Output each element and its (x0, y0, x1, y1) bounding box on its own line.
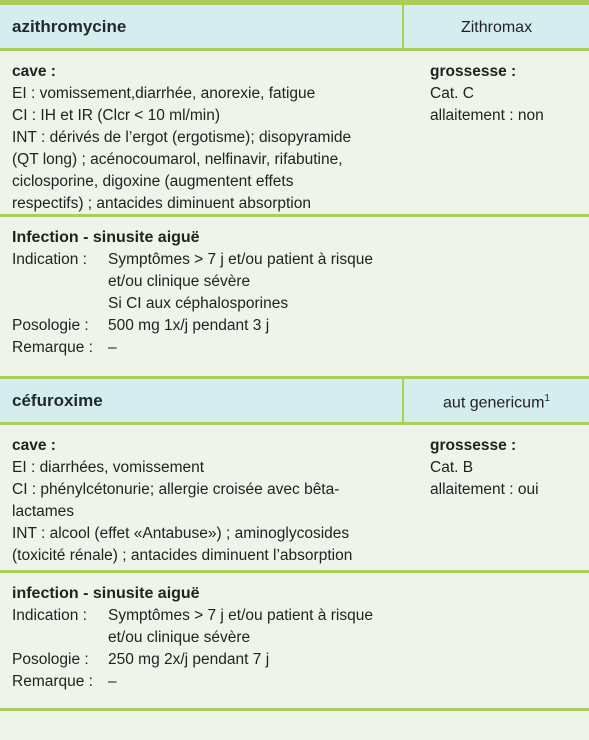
drug2-indication (12, 605, 577, 627)
posology-value: 500 mg 1x/j pendant 3 j (108, 317, 270, 334)
drug1-header (0, 5, 589, 51)
drug2-brand (404, 379, 589, 422)
drug1-cave-line: CI : IH et IR (Clcr < 10 ml/min) (12, 107, 220, 124)
drug1-cave-line: (QT long) ; acénocoumarol, nelfinavir, rifabutine, (12, 151, 343, 168)
drug2-cave-line: CI : phénylcétonurie; allergie croisée avec bêta- (12, 481, 340, 498)
drug2-name: céfuroxime (0, 379, 404, 422)
remark-value: – (108, 673, 117, 690)
drug2-pregnancy-title: grossesse : (430, 437, 517, 454)
drug1-cave-line: EI : vomissement,diarrhée, anorexie, fatigue (12, 85, 316, 102)
drug1-infection (0, 217, 589, 379)
drug1-infection-title: Infection - sinusite aiguë (12, 229, 200, 246)
drug1-cave-line: INT : dérivés de l’ergot (ergotisme); disopyramide (12, 129, 352, 146)
indication-value: Symptômes > 7 j et/ou patient à risque (108, 251, 373, 268)
drug2-cave (12, 435, 420, 562)
drug2-lactation: allaitement : oui (430, 481, 539, 498)
drug1-pregnancy-cat: Cat. C (430, 85, 474, 102)
drug2-cave-line: EI : diarrhées, vomissement (12, 459, 205, 476)
drug1-pregnancy (420, 61, 577, 206)
drug1-name: azithromycine (0, 5, 404, 48)
drug2-cave-title: cave : (12, 437, 56, 454)
drug1-info (0, 51, 589, 217)
drug1-posology (12, 315, 577, 337)
indication-value: et/ou clinique sévère (108, 273, 251, 290)
remark-label: Remarque : (12, 339, 93, 356)
drug2-cave-line: (toxicité rénale) ; antacides diminuent l’absorption (12, 547, 353, 564)
drug1-cave-line: ciclosporine, digoxine (augmentent effets (12, 173, 294, 190)
posology-label: Posologie : (12, 651, 89, 668)
indication-value: Symptômes > 7 j et/ou patient à risque (108, 607, 373, 624)
indication-label: Indication : (12, 251, 87, 268)
drug2-brand-text: aut genericum (443, 394, 545, 412)
drug2-info (0, 425, 589, 573)
drug2-header (0, 379, 589, 425)
drug1-brand: Zithromax (460, 19, 533, 36)
drug1-cave (12, 61, 420, 212)
indication-value: et/ou clinique sévère (108, 629, 251, 646)
drug2-remark (12, 671, 577, 693)
drug1-lactation: allaitement : non (430, 107, 544, 124)
remark-label: Remarque : (12, 673, 93, 690)
indication-label: Indication : (12, 607, 87, 624)
drug1-pregnancy-title: grossesse : (430, 63, 517, 80)
drug2-cave-line: lactames (12, 503, 75, 520)
drug2-infection (0, 573, 589, 711)
posology-label: Posologie : (12, 317, 89, 334)
drug1-cave-title: cave : (12, 63, 56, 80)
drug2-cave-line: INT : alcool (effet «Antabuse») ; aminoglycosides (12, 525, 350, 542)
indication-value: Si CI aux céphalosporines (108, 295, 289, 312)
drug2-infection-title: infection - sinusite aiguë (12, 585, 200, 602)
footnote-marker: 1 (544, 393, 550, 404)
remark-value: – (108, 339, 117, 356)
drug1-indication (12, 249, 577, 271)
posology-value: 250 mg 2x/j pendant 7 j (108, 651, 270, 668)
drug1-remark (12, 337, 577, 359)
drug2-pregnancy-cat: Cat. B (430, 459, 474, 476)
drug2-pregnancy (420, 435, 577, 562)
drug2-posology (12, 649, 577, 671)
drug1-cave-line: respectifs) ; antacides diminuent absorption (12, 195, 311, 212)
